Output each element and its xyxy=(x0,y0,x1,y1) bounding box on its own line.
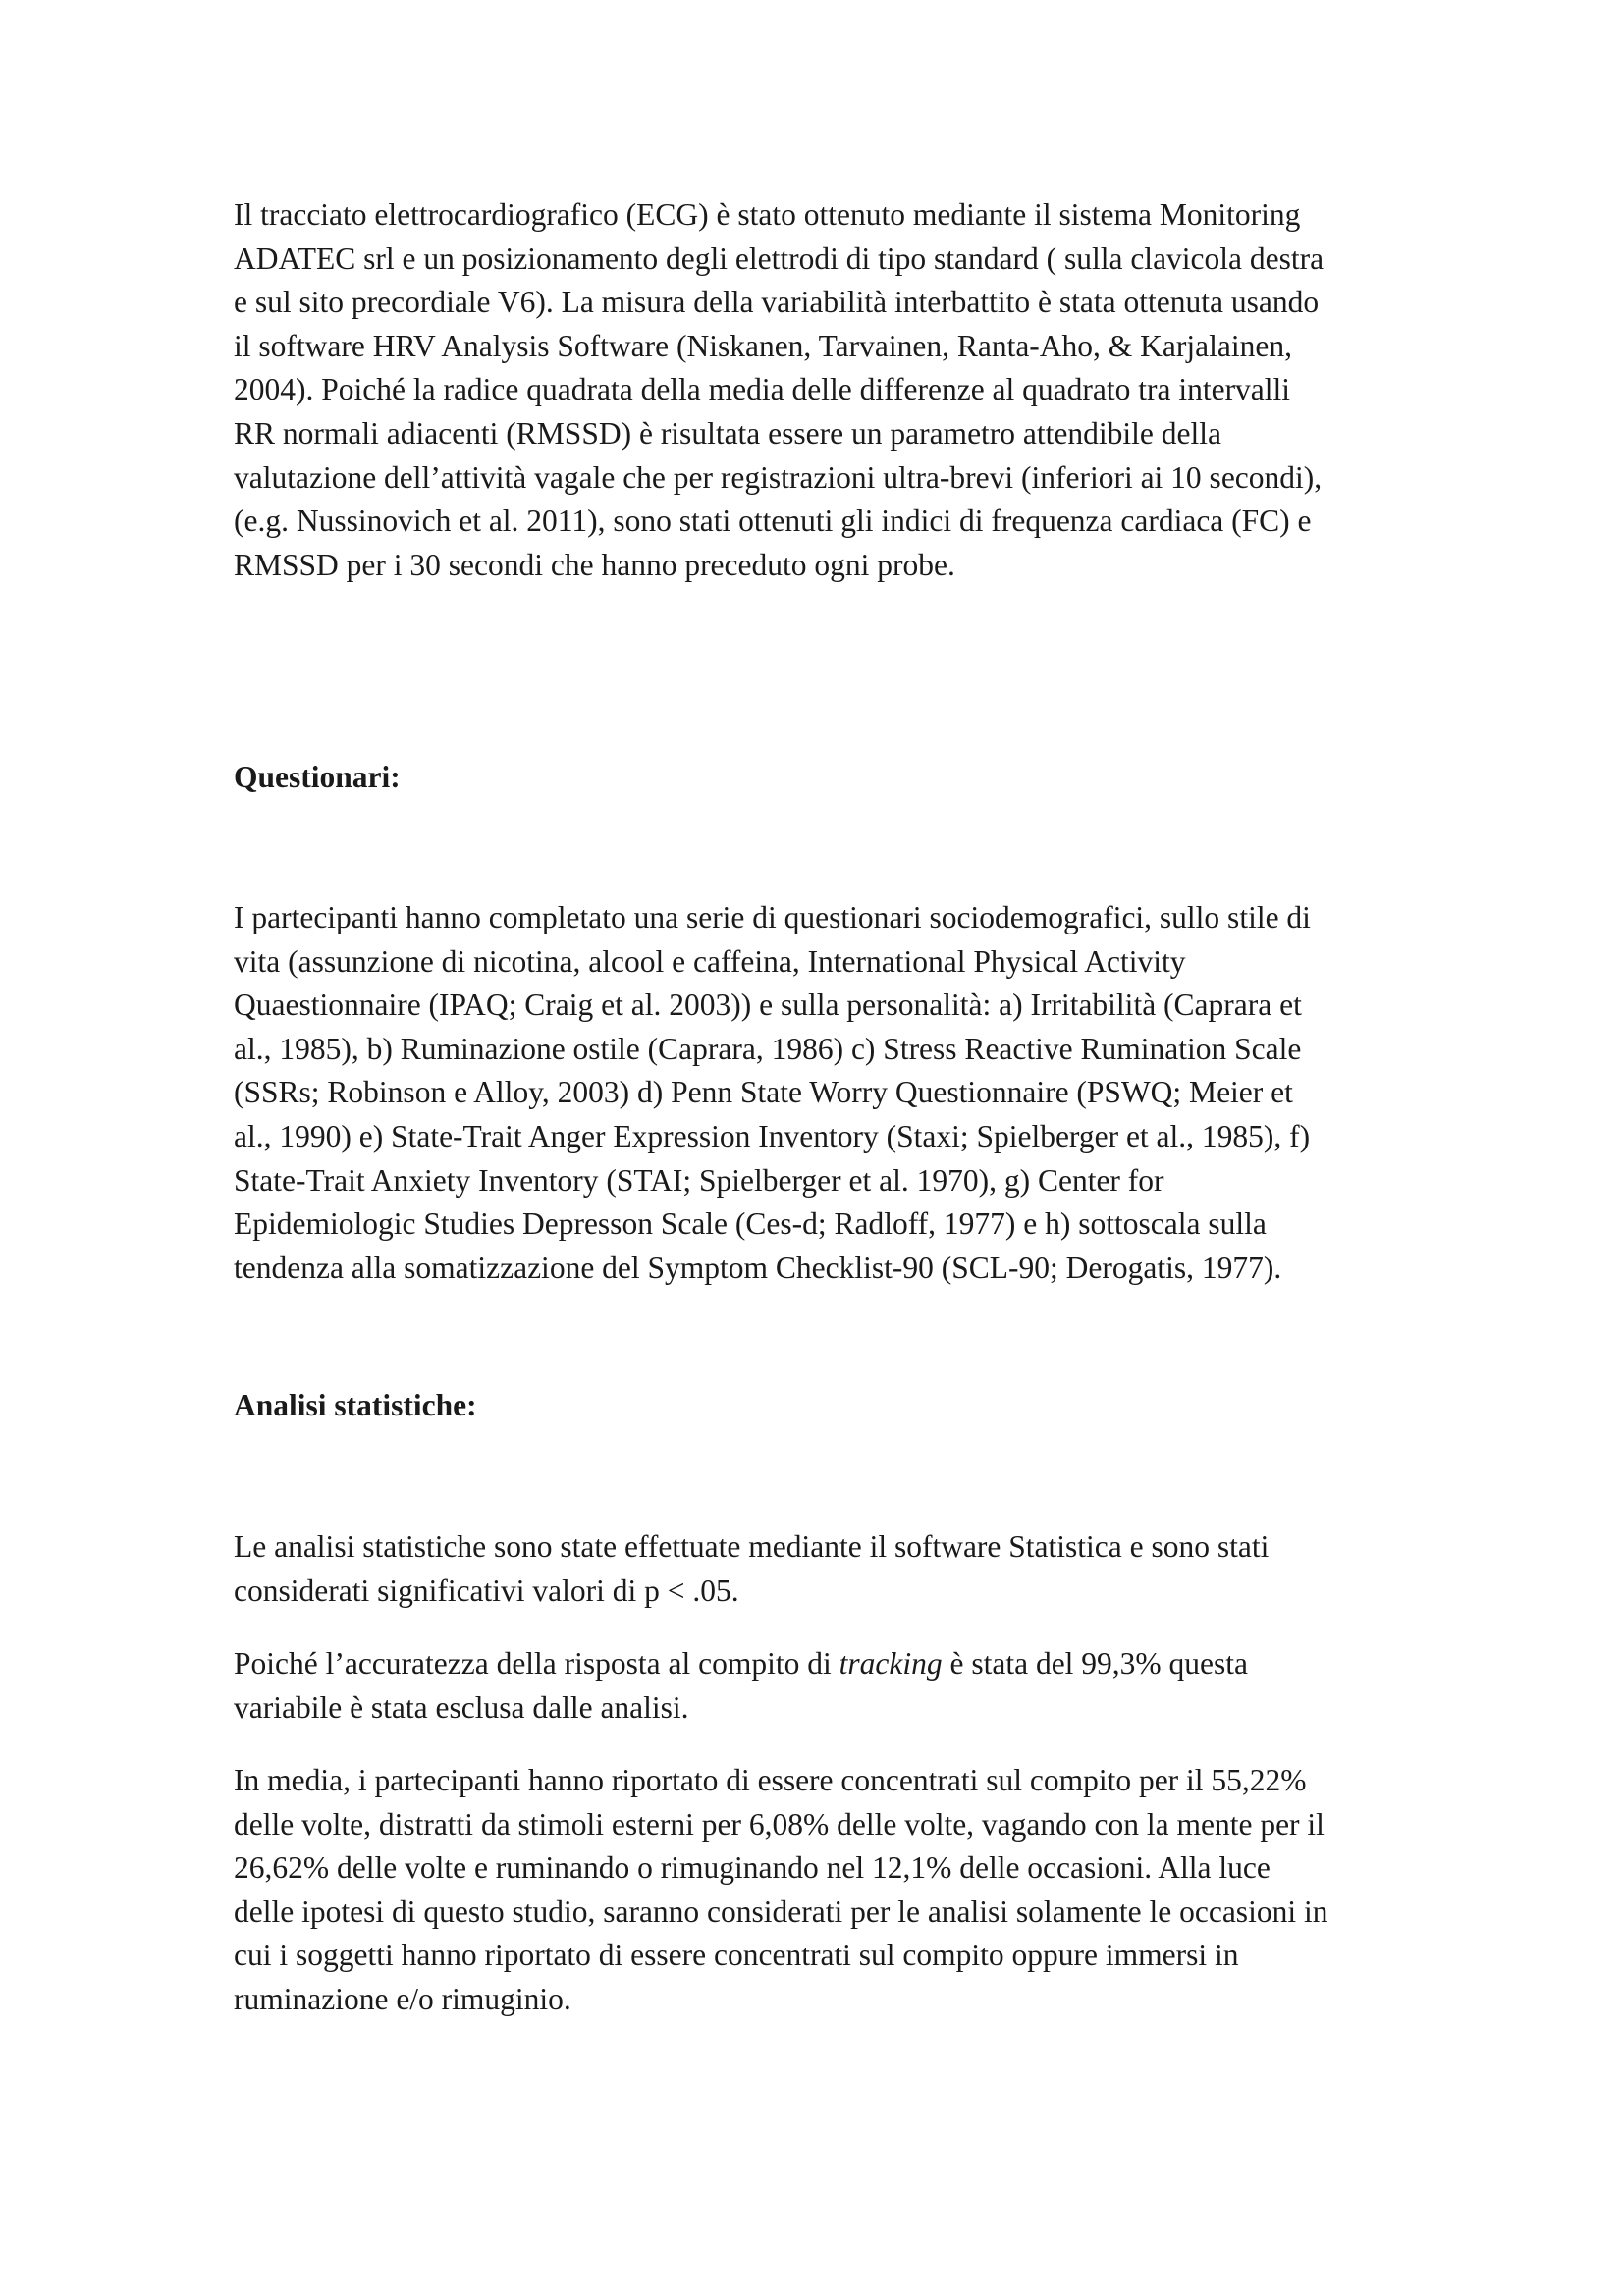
text-line: considerati significativi valori di p < .05. xyxy=(234,1573,739,1608)
section-heading-analisi: Analisi statistiche: xyxy=(234,1388,477,1422)
text-line: RMSSD per i 30 secondi che hanno preceduto ogni probe. xyxy=(234,547,955,582)
text-line: Le analisi statistiche sono state effettuate mediante il software Statistica e sono stati xyxy=(234,1529,1270,1564)
text-line: Quaestionnaire (IPAQ; Craig et al. 2003)) e sulla personalità: a) Irritabilità (Caprara et xyxy=(234,988,1302,1023)
emphasis-tracking: tracking xyxy=(839,1646,943,1681)
text-line: ADATEC srl e un posizionamento degli elettrodi di tipo standard ( sulla clavicola destra xyxy=(234,240,1325,276)
text-line: il software HRV Analysis Software (Niskanen, Tarvainen, Ranta-Aho, & Karjalainen, xyxy=(234,328,1292,363)
text-line: delle volte, distratti da stimoli esterni per 6,08% delle volte, vagando con la mente per il xyxy=(234,1806,1325,1842)
paragraph-statistica xyxy=(234,1525,1407,1613)
text-run: è stata del 99,3% questa xyxy=(942,1646,1249,1681)
text-line: tendenza alla somatizzazione del Symptom Checklist-90 (SCL-90; Derogatis, 1977). xyxy=(234,1250,1282,1285)
text-line: ruminazione e/o rimuginio. xyxy=(234,1981,571,2016)
text-line: 2004). Poiché la radice quadrata della media delle differenze al quadrato tra intervalli xyxy=(234,372,1291,407)
text-line: RR normali adiacenti (RMSSD) è risultata essere un parametro attendibile della xyxy=(234,415,1221,451)
text-line: 26,62% delle volte e ruminando o rimuginando nel 12,1% delle occasioni. Alla luce xyxy=(234,1850,1271,1886)
section-heading-questionari: Questionari: xyxy=(234,760,401,794)
text-line: vita (assunzione di nicotina, alcool e caffeina, International Physical Activity xyxy=(234,943,1186,979)
text-line: e sul sito precordiale V6). La misura della variabilità interbattito è stata ottenuta usando xyxy=(234,285,1320,320)
text-line: al., 1990) e) State-Trait Anger Expression Inventory (Staxi; Spielberger et al., 1985), f) xyxy=(234,1118,1311,1153)
text-line: (e.g. Nussinovich et al. 2011), sono stati ottenuti gli indici di frequenza cardiaca (FC) e xyxy=(234,504,1312,539)
text-line: cui i soggetti hanno riportato di essere concentrati sul compito oppure immersi in xyxy=(234,1938,1239,1973)
text-line: State-Trait Anxiety Inventory (STAI; Spielberger et al. 1970), g) Center for xyxy=(234,1162,1164,1198)
text-run: Poiché l’accuratezza della risposta al compito di xyxy=(234,1646,839,1681)
paragraph-tracking xyxy=(234,1642,1407,1730)
text-line: Il tracciato elettrocardiografico (ECG) è stato ottenuto mediante il sistema Monitoring xyxy=(234,197,1301,232)
text-line: In media, i partecipanti hanno riportato di essere concentrati sul compito per il 55,22% xyxy=(234,1763,1307,1797)
text-line: valutazione dell’attività vagale che per registrazioni ultra-brevi (inferiori ai 10 secondi), xyxy=(234,459,1323,495)
text-line: delle ipotesi di questo studio, saranno considerati per le analisi solamente le occasioni in xyxy=(234,1894,1328,1929)
text-line: al., 1985), b) Ruminazione ostile (Caprara, 1986) c) Stress Reactive Rumination Scale xyxy=(234,1031,1302,1066)
text-line: I partecipanti hanno completato una serie di questionari sociodemografici, sullo stile di xyxy=(234,900,1311,934)
paragraph-ecg xyxy=(234,193,1407,587)
text-line xyxy=(234,1642,1407,1686)
text-line: variabile è stata esclusa dalle analisi. xyxy=(234,1689,689,1725)
paragraph-media xyxy=(234,1759,1407,2022)
paragraph-questionari xyxy=(234,896,1407,1290)
text-line: (SSRs; Robinson e Alloy, 2003) d) Penn State Worry Questionnaire (PSWQ; Meier et xyxy=(234,1075,1293,1110)
text-line: Epidemiologic Studies Depresson Scale (Ces-d; Radloff, 1977) e h) sottoscala sulla xyxy=(234,1206,1267,1242)
